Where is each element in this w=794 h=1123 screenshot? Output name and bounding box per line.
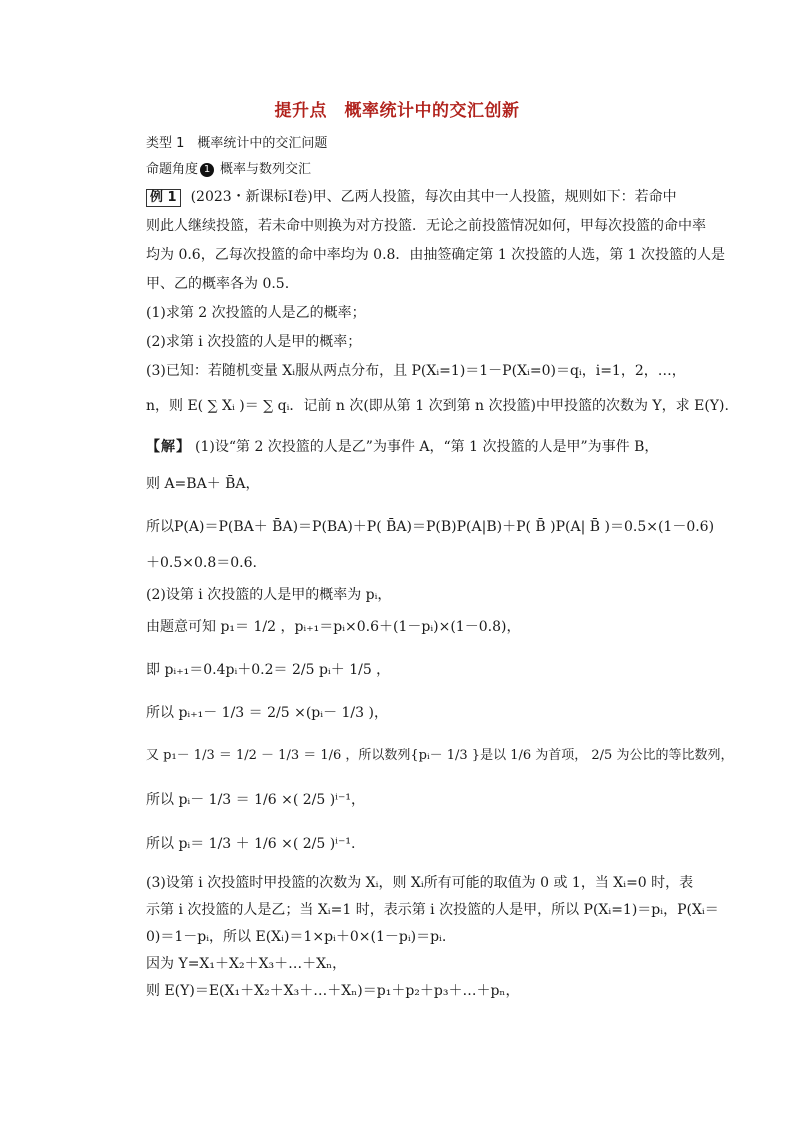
angle-prefix: 命题角度: [146, 162, 199, 177]
solution-label: 【解】: [146, 439, 191, 455]
angle-topic: 概率与数列交汇: [220, 162, 312, 177]
solution-line-16: 则 E(Y)＝E(X₁＋X₂＋X₃＋…＋Xₙ)＝p₁＋p₂＋p₃＋…＋pₙ，: [146, 983, 520, 999]
example-intro-line-2: 则此人继续投篮，若未命中则换为对方投篮．无论之前投篮情况如何，甲每次投篮的命中率: [146, 218, 706, 234]
example-intro-line-1: [146, 187, 677, 207]
question-2: (2)求第 i 次投篮的人是甲的概率；: [146, 334, 362, 350]
example-badge: 例 1: [146, 189, 181, 207]
solution-line-13: 示第 i 次投篮的人是乙；当 Xᵢ=1 时，表示第 i 次投篮的人是甲，所以 P(Xᵢ=1)＝pᵢ，P(Xᵢ＝: [146, 902, 719, 918]
solution-line-10: 所以 pᵢ－ 1/3 ＝ 1/6 ×( 2/5 )ⁱ⁻¹，: [146, 792, 365, 808]
question-3-line-1: (3)已知：若随机变量 Xᵢ服从两点分布，且 P(Xᵢ=1)＝1－P(Xᵢ=0)＝qᵢ，i=1，2，…，: [146, 363, 686, 379]
example-intro-line-4: 甲、乙的概率各为 0.5.: [146, 276, 290, 292]
solution-line-12: (3)设第 i 次投篮时甲投篮的次数为 Xᵢ，则 Xᵢ所有可能的取值为 0 或 1，当 Xᵢ=0 时，表: [146, 875, 694, 891]
example-intro-line-3: 均为 0.6，乙每次投篮的命中率均为 0.8．由抽签确定第 1 次投篮的人选，第 1 次投篮的人是: [146, 247, 726, 263]
solution-line-14: 0)＝1－pᵢ，所以 E(Xᵢ)＝1×pᵢ＋0×(1－pᵢ)＝pᵢ.: [146, 929, 447, 945]
solution-line-6: 由题意可知 p₁＝ 1/2 ，pᵢ₊₁＝pᵢ×0.6＋(1－pᵢ)×(1－0.8)，: [146, 619, 521, 635]
angle-heading: [146, 160, 311, 180]
type-heading: 类型 1 概率统计中的交汇问题: [146, 136, 328, 151]
solution-line-8: 所以 pᵢ₊₁－ 1/3 ＝ 2/5 ×(pᵢ－ 1/3 )，: [146, 705, 388, 721]
question-1: (1)求第 2 次投篮的人是乙的概率；: [146, 305, 366, 321]
solution-line-1: [146, 437, 658, 457]
example-intro-text-1: (2023・新课标Ⅰ卷)甲、乙两人投篮，每次由其中一人投篮，规则如下：若命中: [190, 189, 677, 205]
solution-line-4: ＋0.5×0.8＝0.6.: [146, 555, 257, 571]
solution-line-7: 即 pᵢ₊₁＝0.4pᵢ＋0.2＝ 2/5 pᵢ＋ 1/5 ，: [146, 662, 391, 678]
solution-line-11: 所以 pᵢ＝ 1/3 ＋ 1/6 ×( 2/5 )ⁱ⁻¹.: [146, 836, 356, 852]
question-3-line-2: n，则 E( ∑ Xᵢ )＝ ∑ qᵢ．记前 n 次(即从第 1 次到第 n 次投篮)中甲投篮的次数为 Y，求 E(Y).: [146, 398, 729, 414]
page-title: 提升点 概率统计中的交汇创新: [274, 101, 520, 121]
solution-line-15: 因为 Y=X₁＋X₂＋X₃＋…＋Xₙ，: [146, 956, 347, 972]
solution-line-2: 则 A=BA＋ B̄A，: [146, 476, 260, 492]
solution-text-1: (1)设“第 2 次投篮的人是乙”为事件 A，“第 1 次投篮的人是甲”为事件 B，: [195, 439, 659, 455]
circled-number-icon: 1: [200, 163, 214, 177]
solution-line-5: (2)设第 i 次投篮的人是甲的概率为 pᵢ，: [146, 587, 392, 603]
solution-line-3: 所以P(A)＝P(BA＋ B̄A)＝P(BA)＋P( B̄A)＝P(B)P(A|B)＋P( B̄ )P(A| B̄ )＝0.5×(1－0.6): [146, 519, 715, 535]
solution-line-9: 又 p₁－ 1/3 ＝ 1/2 － 1/3 ＝ 1/6 ，所以数列{pᵢ－ 1/3 }是以 1/6 为首项， 2/5 为公比的等比数列，: [146, 748, 734, 763]
